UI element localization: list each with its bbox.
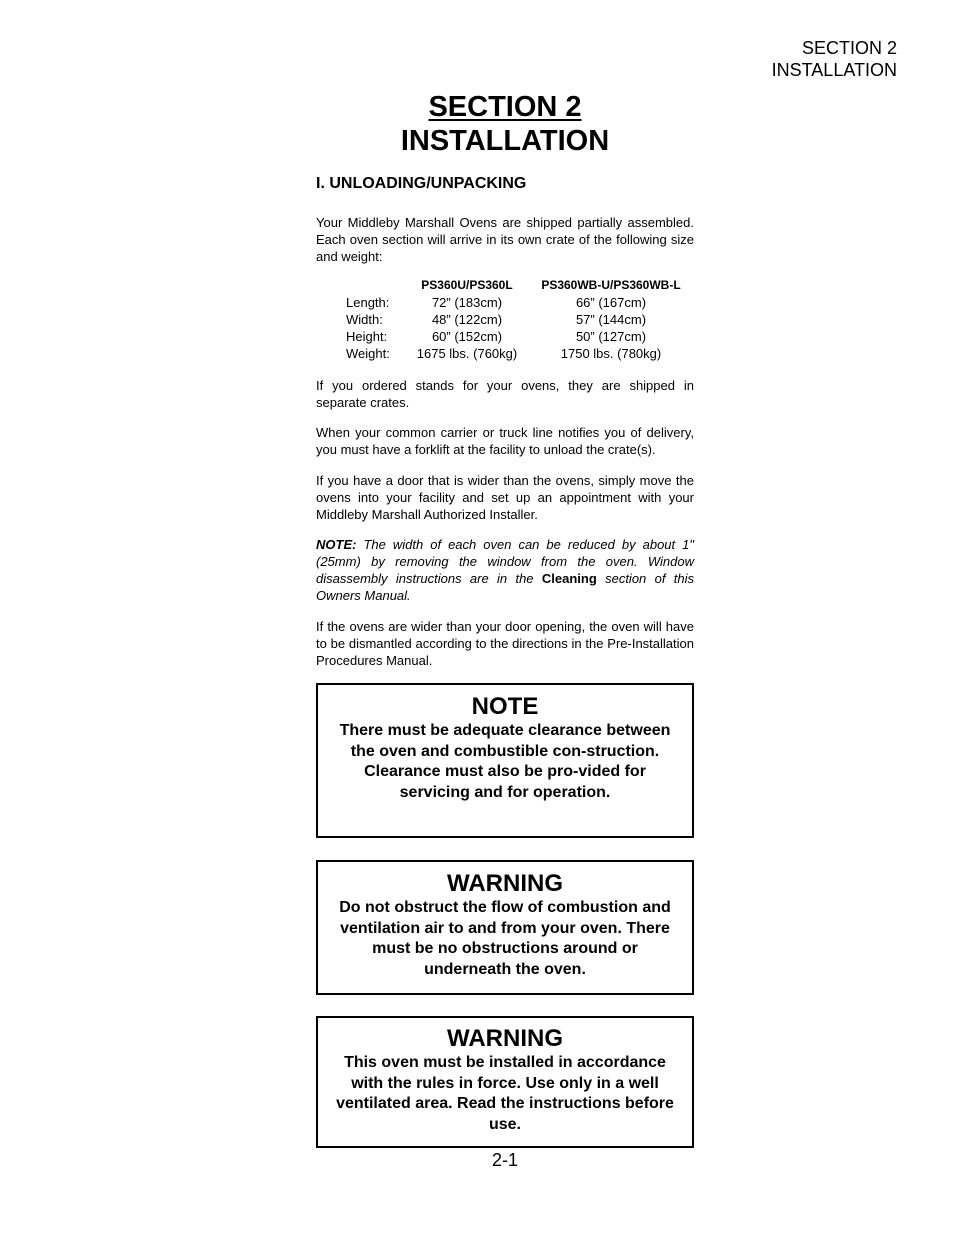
specs-header-row xyxy=(346,277,696,294)
specs-row xyxy=(346,311,696,328)
title-line-1: SECTION 2 xyxy=(428,91,582,123)
warning-box-title: WARNING xyxy=(447,870,563,897)
specs-value: 48” (122cm) xyxy=(431,312,503,327)
window-note-paragraph xyxy=(316,536,694,604)
warning-box-title: WARNING xyxy=(447,1025,563,1052)
specs-value: 72” (183cm) xyxy=(431,295,503,310)
dismantle-paragraph: If the ovens are wider than your door opening, the oven will have to be dismantled according to the directions in the Pre-Installation Procedures Manual. xyxy=(316,619,694,668)
page-number: 2-1 xyxy=(491,1150,518,1170)
crate-specs-table xyxy=(346,277,696,362)
warning-box-installation xyxy=(316,1016,694,1148)
specs-row xyxy=(346,294,696,311)
specs-value: 1675 lbs. (760kg) xyxy=(416,346,518,361)
intro-paragraph: Your Middleby Marshall Ovens are shipped partially assembled. Each oven section will arrive in its own crate of the following size and weight: xyxy=(316,215,694,264)
page-title xyxy=(0,90,954,158)
carrier-paragraph: When your common carrier or truck line notifies you of delivery, you must have a forklift at the facility to unload the crate(s). xyxy=(316,425,694,457)
running-header-section: SECTION 2 xyxy=(801,38,897,58)
running-header xyxy=(772,37,897,81)
door-paragraph: If you have a door that is wider than the ovens, simply move the ovens into your facility and set up an appointment with your Middleby Marshall Authorized Installer. xyxy=(316,473,694,522)
specs-row xyxy=(346,328,696,345)
specs-label: Height: xyxy=(346,329,388,344)
note-bold-cleaning: Cleaning xyxy=(541,571,597,586)
note-box-title: NOTE xyxy=(471,693,539,720)
specs-row xyxy=(346,345,696,362)
specs-value: 1750 lbs. (780kg) xyxy=(560,346,662,361)
specs-label: Width: xyxy=(346,312,383,327)
specs-value: 57” (144cm) xyxy=(575,312,647,327)
warning-box-airflow xyxy=(316,860,694,995)
note-label: NOTE: xyxy=(316,537,357,552)
title-line-2: INSTALLATION xyxy=(400,125,610,157)
stands-paragraph: If you ordered stands for your ovens, they are shipped in separate crates. xyxy=(316,378,694,410)
warning-box-text: Do not obstruct the flow of combustion and ventilation air to and from your oven. There must be no obstructions around or underneath the oven. xyxy=(339,899,671,978)
note-box xyxy=(316,683,694,838)
section-heading: I. UNLOADING/UNPACKING xyxy=(316,175,527,192)
note-text-2: section of this Owners Manual. xyxy=(316,571,694,603)
running-header-name: INSTALLATION xyxy=(771,60,897,80)
warning-box-text: This oven must be installed in accordance with the rules in force. Use only in a well ventilated area. Read the instructions before use. xyxy=(336,1054,674,1133)
specs-value: 50” (127cm) xyxy=(575,329,647,344)
specs-col-2: PS360WB-U/PS360WB-L xyxy=(541,278,681,292)
specs-label: Weight: xyxy=(346,346,390,361)
specs-col-1: PS360U/PS360L xyxy=(421,278,513,292)
note-text-1: The width of each oven can be reduced by about 1" (25mm) by removing the window from the oven. Window disassembly instructions are in the xyxy=(316,537,694,586)
specs-value: 66” (167cm) xyxy=(575,295,647,310)
note-box-text: There must be adequate clearance between the oven and combustible con-struction. Clearance must also be pro-vided for servicing and for operation. xyxy=(339,722,671,801)
specs-label: Length: xyxy=(346,295,390,310)
specs-value: 60” (152cm) xyxy=(431,329,503,344)
